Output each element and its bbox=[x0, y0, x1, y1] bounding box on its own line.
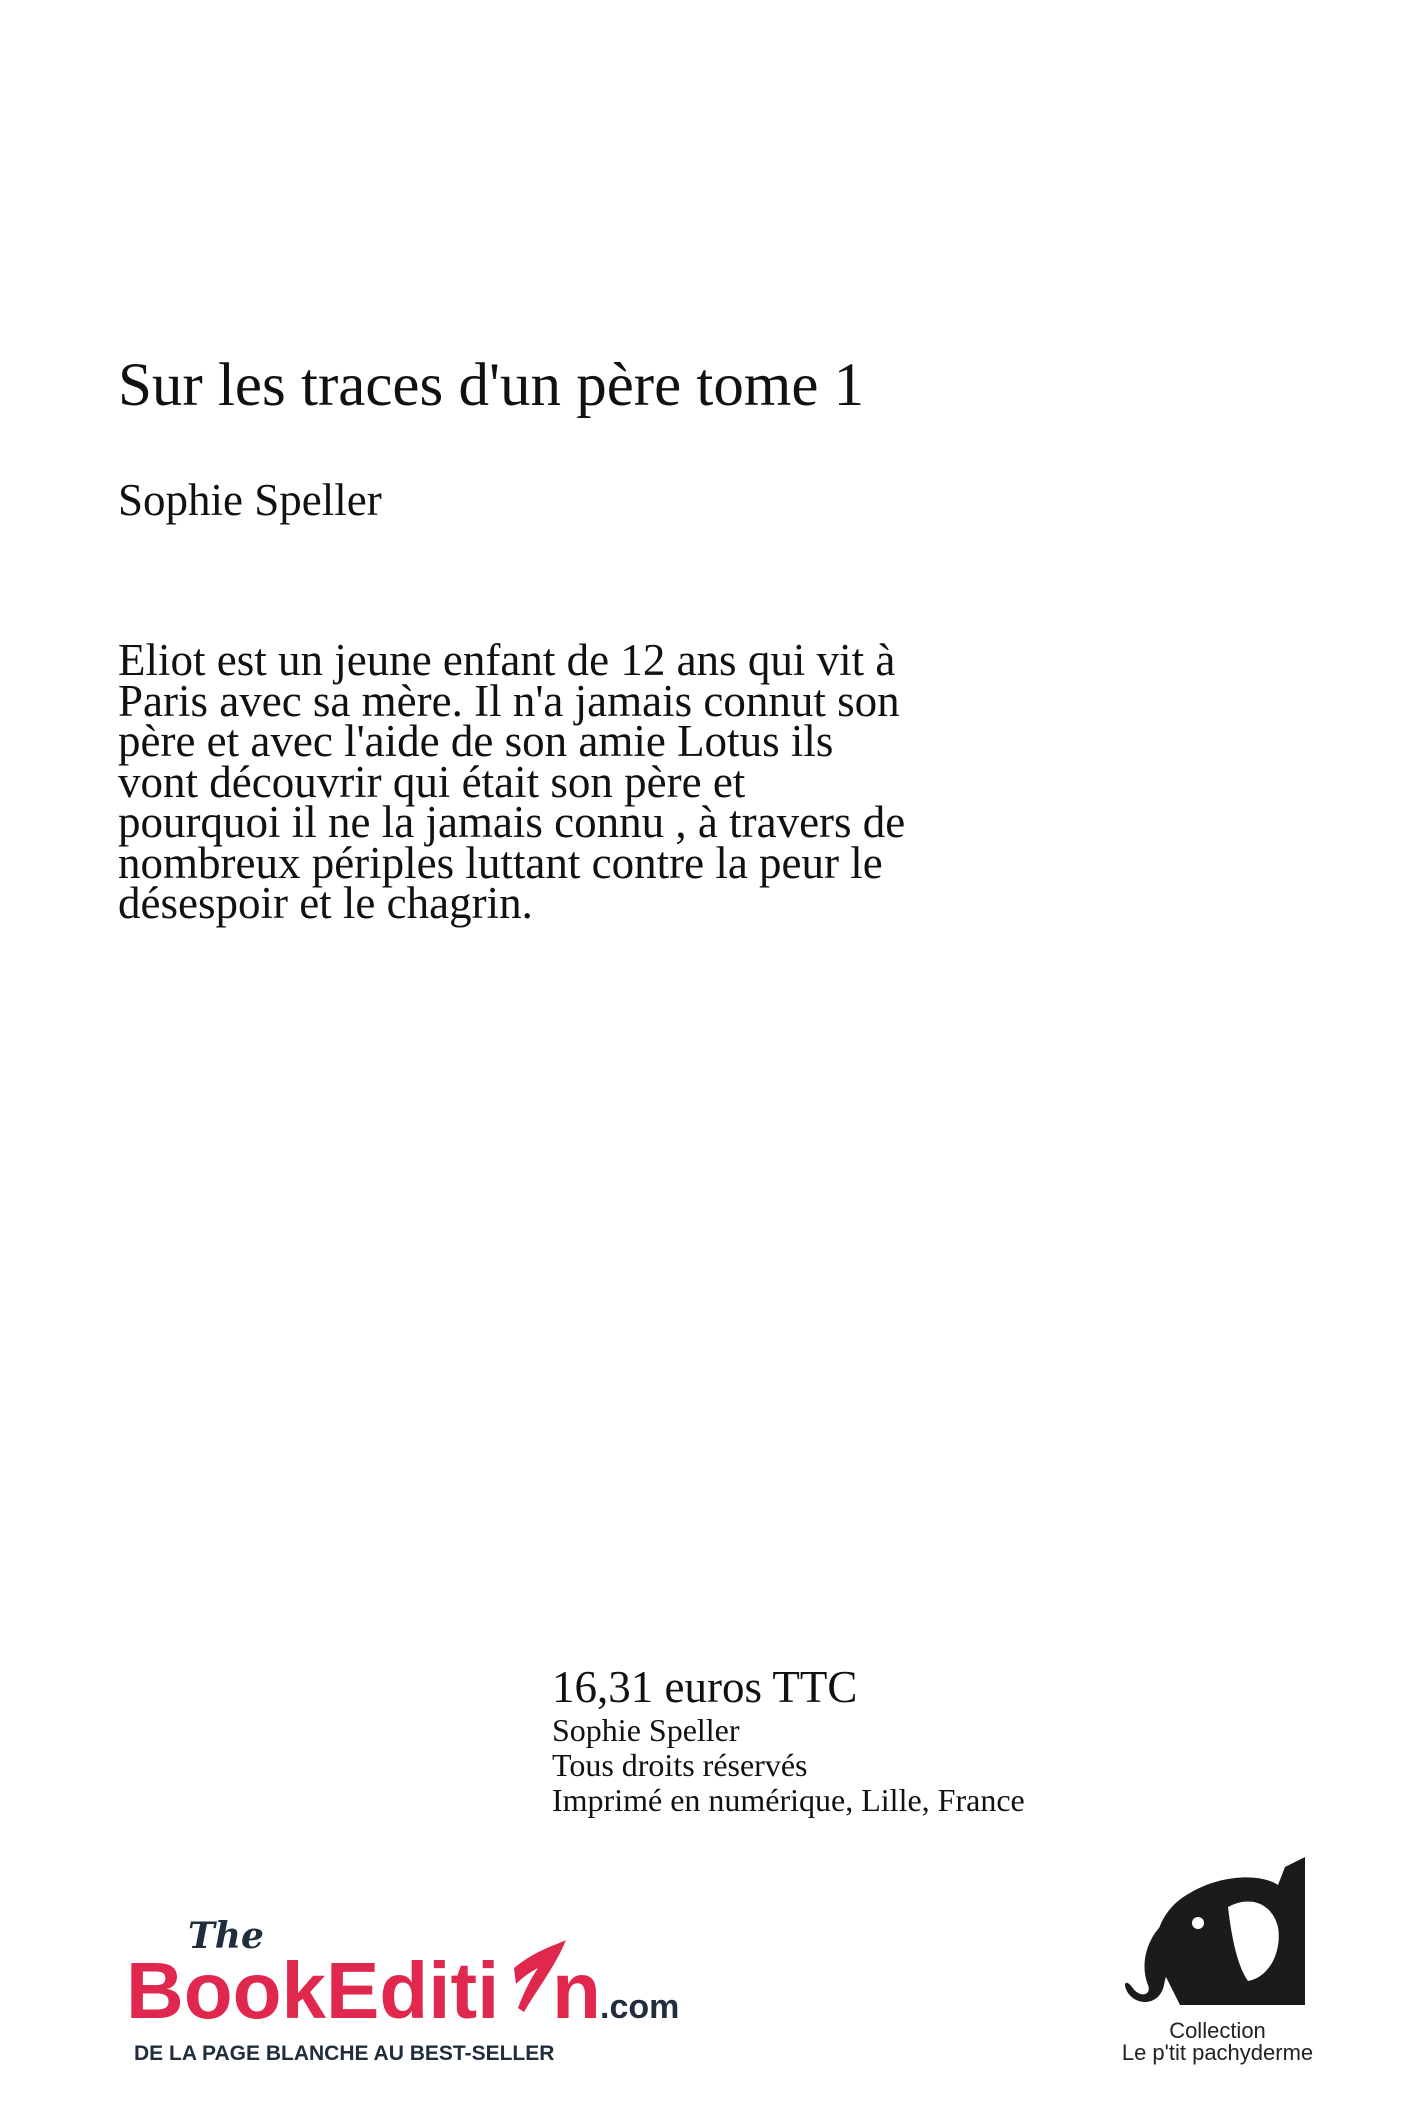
collection-mark bbox=[1110, 1855, 1325, 2090]
synopsis-line: père et avec l'aide de son amie Lotus ils bbox=[118, 716, 834, 766]
print-location: Imprimé en numérique, Lille, France bbox=[552, 1781, 1025, 1818]
synopsis-line: Eliot est un jeune enfant de 12 ans qui vit à bbox=[118, 635, 896, 685]
logo-final-n: n bbox=[552, 1946, 601, 2035]
imprint-author: Sophie Speller bbox=[552, 1711, 740, 1748]
imprint-block bbox=[552, 1663, 1025, 1818]
logo-the: The bbox=[188, 1915, 264, 1957]
bookedition-logo bbox=[126, 1910, 706, 2085]
book-author: Sophie Speller bbox=[118, 475, 382, 525]
synopsis-line: Paris avec sa mère. Il n'a jamais connut son bbox=[118, 675, 900, 726]
synopsis-line: désespoir et le chagrin. bbox=[118, 878, 533, 928]
logo-com: .com bbox=[600, 1988, 680, 2026]
collection-name: Le p'tit pachyderme bbox=[1121, 2040, 1314, 2065]
price: 16,31 euros TTC bbox=[552, 1662, 858, 1712]
collection-caption bbox=[1110, 2020, 1325, 2064]
synopsis-line: vont découvrir qui était son père et bbox=[118, 756, 746, 807]
rights-notice: Tous droits réservés bbox=[552, 1746, 808, 1783]
synopsis-line: nombreux périples luttant contre la peur le bbox=[118, 837, 883, 888]
collection-label: Collection bbox=[1169, 2018, 1266, 2043]
synopsis bbox=[118, 635, 1098, 928]
logo-tagline: DE LA PAGE BLANCHE AU BEST-SELLER bbox=[134, 2042, 555, 2065]
elephant-icon bbox=[1110, 1855, 1325, 2015]
synopsis-line: pourquoi il ne la jamais connu , à travers de bbox=[118, 797, 906, 847]
book-title: Sur les traces d'un père tome 1 bbox=[118, 352, 865, 419]
logo-book-edition: BookEditi bbox=[126, 1946, 500, 2035]
